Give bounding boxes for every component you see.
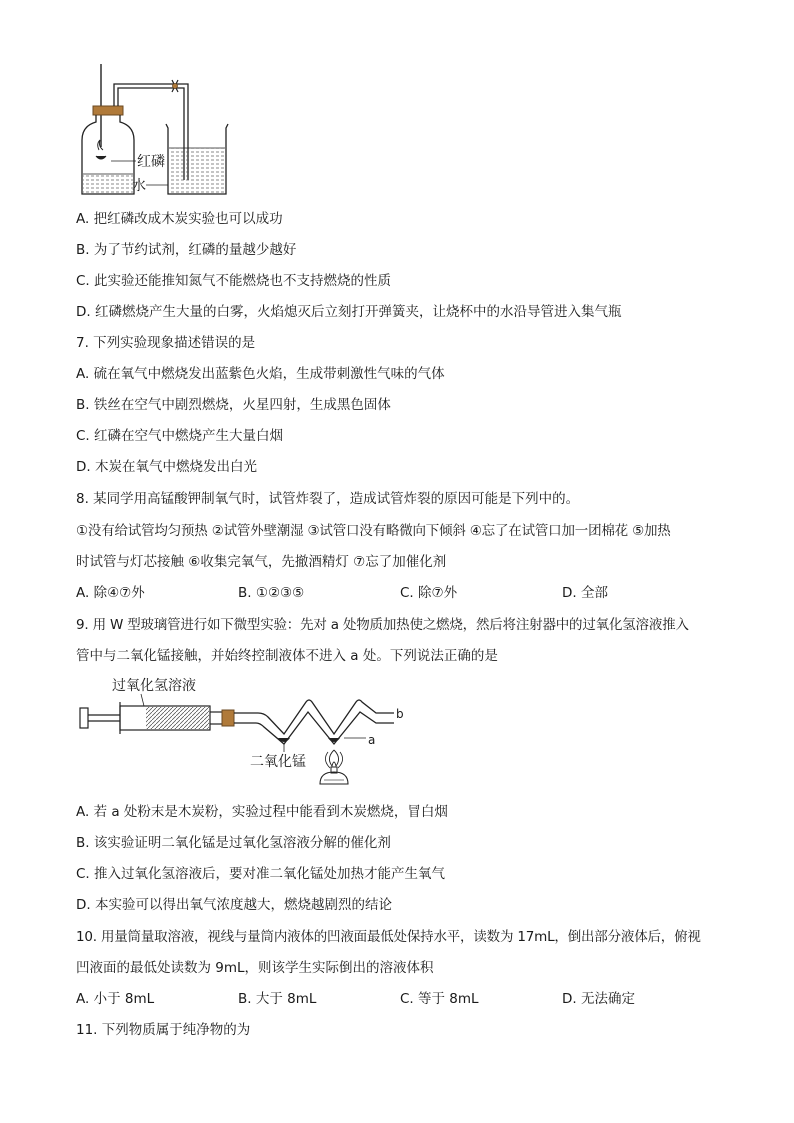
phosphorus-apparatus-figure [76, 62, 246, 202]
q8-causes-line1: ①没有给试管均匀预热 ②试管外壁潮湿 ③试管口没有略微向下倾斜 ④忘了在试管口加一团棉花 ⑤加热 [76, 523, 671, 539]
label-water: 水 [132, 178, 146, 194]
q10-stem-line1: 10. 用量筒量取溶液，视线与量筒内液体的凹液面最低处保持水平，读数为 17mL，倒出部分液体后，俯视 [76, 929, 701, 945]
q9-stem-line1: 9. 用 W 型玻璃管进行如下微型实验：先对 a 处物质加热使之燃烧，然后将注射器中的过氧化氢溶液推入 [76, 617, 689, 633]
q9-option-d: D. 本实验可以得出氧气浓度越大，燃烧越剧烈的结论 [76, 897, 392, 913]
label-manganese-dioxide: 二氧化锰 [250, 754, 306, 770]
q10-option-c: C. 等于 8mL [400, 991, 479, 1007]
q9-option-b: B. 该实验证明二氧化锰是过氧化氢溶液分解的催化剂 [76, 835, 391, 851]
q8-option-b: B. ①②③⑤ [238, 585, 305, 601]
q10-option-a: A. 小于 8mL [76, 991, 155, 1007]
w-tube-figure [76, 672, 416, 800]
q9-option-c: C. 推入过氧化氢溶液后，要对准二氧化锰处加热才能产生氧气 [76, 866, 446, 882]
q8-option-a: A. 除④⑦外 [76, 585, 145, 601]
label-hydrogen-peroxide: 过氧化氢溶液 [112, 678, 196, 694]
label-a: a [368, 733, 376, 747]
q6-option-c: C. 此实验还能推知氮气不能燃烧也不支持燃烧的性质 [76, 273, 392, 289]
q6-option-a: A. 把红磷改成木炭实验也可以成功 [76, 211, 283, 227]
q10-stem-line2: 凹液面的最低处读数为 9mL，则该学生实际倒出的溶液体积 [76, 960, 434, 976]
q7-option-b: B. 铁丝在空气中剧烈燃烧，火星四射，生成黑色固体 [76, 397, 391, 413]
q10-option-d: D. 无法确定 [562, 991, 635, 1007]
q8-option-c: C. 除⑦外 [400, 585, 458, 601]
q7-stem: 7. 下列实验现象描述错误的是 [76, 335, 256, 351]
q8-option-d: D. 全部 [562, 585, 608, 601]
label-b: b [396, 707, 404, 721]
q9-stem-line2: 管中与二氧化锰接触，并始终控制液体不进入 a 处。下列说法正确的是 [76, 648, 498, 664]
q6-option-d: D. 红磷燃烧产生大量的白雾，火焰熄灭后立刻打开弹簧夹，让烧杯中的水沿导管进入集气瓶 [76, 304, 622, 320]
q7-option-c: C. 红磷在空气中燃烧产生大量白烟 [76, 428, 284, 444]
q7-option-a: A. 硫在氧气中燃烧发出蓝紫色火焰，生成带刺激性气味的气体 [76, 366, 445, 382]
q8-causes-line2: 时试管与灯芯接触 ⑥收集完氧气，先撤酒精灯 ⑦忘了加催化剂 [76, 554, 447, 570]
label-red-phosphorus: 红磷 [137, 154, 165, 170]
q9-option-a: A. 若 a 处粉末是木炭粉，实验过程中能看到木炭燃烧，冒白烟 [76, 804, 448, 820]
q11-stem: 11. 下列物质属于纯净物的为 [76, 1022, 251, 1038]
q10-option-b: B. 大于 8mL [238, 991, 317, 1007]
q8-stem: 8. 某同学用高锰酸钾制氧气时，试管炸裂了，造成试管炸裂的原因可能是下列中的。 [76, 491, 580, 507]
q7-option-d: D. 木炭在氧气中燃烧发出白光 [76, 459, 257, 475]
q6-option-b: B. 为了节约试剂，红磷的量越少越好 [76, 242, 297, 258]
